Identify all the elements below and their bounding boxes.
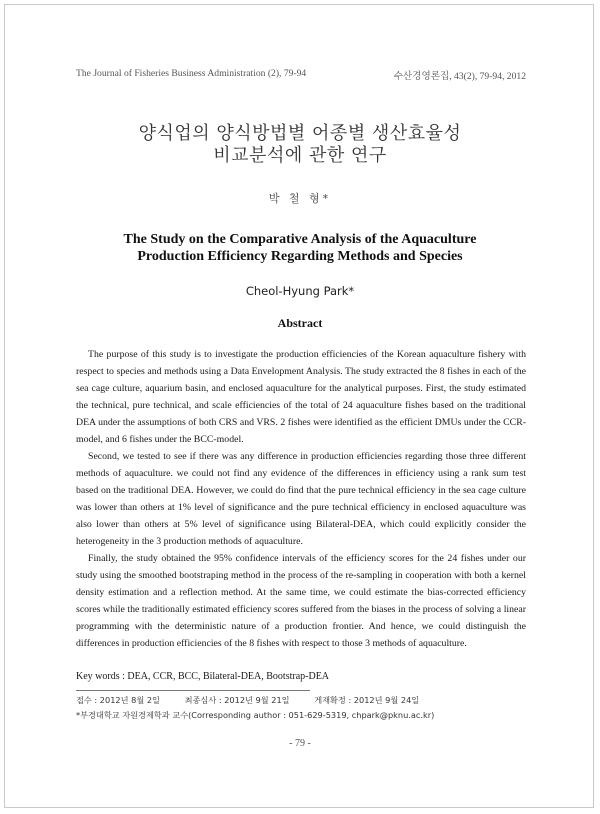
- accepted-date: 게재확정 : 2012년 9월 24일: [314, 695, 420, 705]
- title-ko-line1: 양식업의 양식방법별 어종별 생산효율성: [138, 123, 462, 144]
- keywords: Key words : DEA, CCR, BCC, Bilateral-DEA, Bootstrap-DEA: [76, 671, 330, 682]
- author-ko: 박 철 형*: [268, 192, 332, 205]
- footnote-affiliation: *부경대학교 자원경제학과 교수(Corresponding author : 051-629-5319, chpark@pknu.ac.kr): [76, 710, 435, 720]
- abstract-paragraph: Second, we tested to see if there was any difference in production efficiencies regarding those three different methods of aquaculture. we could not find any evidence of the differences in efficiency using a rank sum test based on the traditional DEA. However, we could do find that the pure technical efficiency in the sea cage culture was lower than others at 1% level of significance and the pure technical efficiency in enclosed aquaculture was also lower than others at 5% level of significance using Bilateral-DEA, which could explicitly consider the heterogeneity in the 3 production methods of aquaculture.: [76, 451, 526, 547]
- title-en-line1: The Study on the Comparative Analysis of the Aquaculture: [123, 232, 477, 247]
- received-date: 접수 : 2012년 8월 2일: [76, 695, 160, 705]
- journal-header-en: The Journal of Fisheries Business Administration (2), 79-94: [76, 68, 307, 79]
- author-en: Cheol-Hyung Park*: [245, 284, 355, 298]
- abstract-paragraph: Finally, the study obtained the 95% confidence intervals of the efficiency scores for the 24 fishes under our study using the smoothed bootstraping method in the process of the re-sampling in cooperation with both a kernel density estimation and a reflection method. At the same time, we could estimate the bias-corrected efficiency scores while the traditionally estimated efficiency scores suffered from the biases in the process of solving a linear programming with the deterministic nature of a production frontier. And hence, we could distinguish the differences in production efficiencies of the 8 fishes with respect to those 3 methods of aquaculture.: [76, 553, 526, 649]
- footnote-rule: [76, 690, 310, 691]
- abstract-heading: Abstract: [277, 316, 323, 330]
- abstract-paragraph: The purpose of this study is to investigate the production efficiencies of the Korean aquaculture fishery with respect to species and methods using a Data Envelopment Analysis. The study extracted the 8 fishes in each of the sea cage culture, aquarium basin, and enclosed aquaculture for the analytical purposes. First, the study estimated the technical, pure technical, and scale efficiencies of the total of 24 aquaculture fishes based on the traditional DEA under the assumptions of both CRS and VRS. 2 fishes were identified as the efficient DMUs under the CCR-model, and 6 fishes under the BCC-model.: [76, 349, 526, 445]
- journal-header-ko: 수산경영론집, 43(2), 79-94, 2012: [393, 71, 526, 82]
- abstract-body: [76, 346, 526, 652]
- page-number: - 79 -: [289, 738, 311, 749]
- title-ko-line2: 비교분석에 관한 연구: [213, 145, 387, 166]
- reviewed-date: 최종심사 : 2012년 9월 21일: [184, 695, 290, 705]
- title-en-line2: Production Efficiency Regarding Methods and Species: [137, 249, 463, 264]
- footnote-dates: [76, 695, 526, 706]
